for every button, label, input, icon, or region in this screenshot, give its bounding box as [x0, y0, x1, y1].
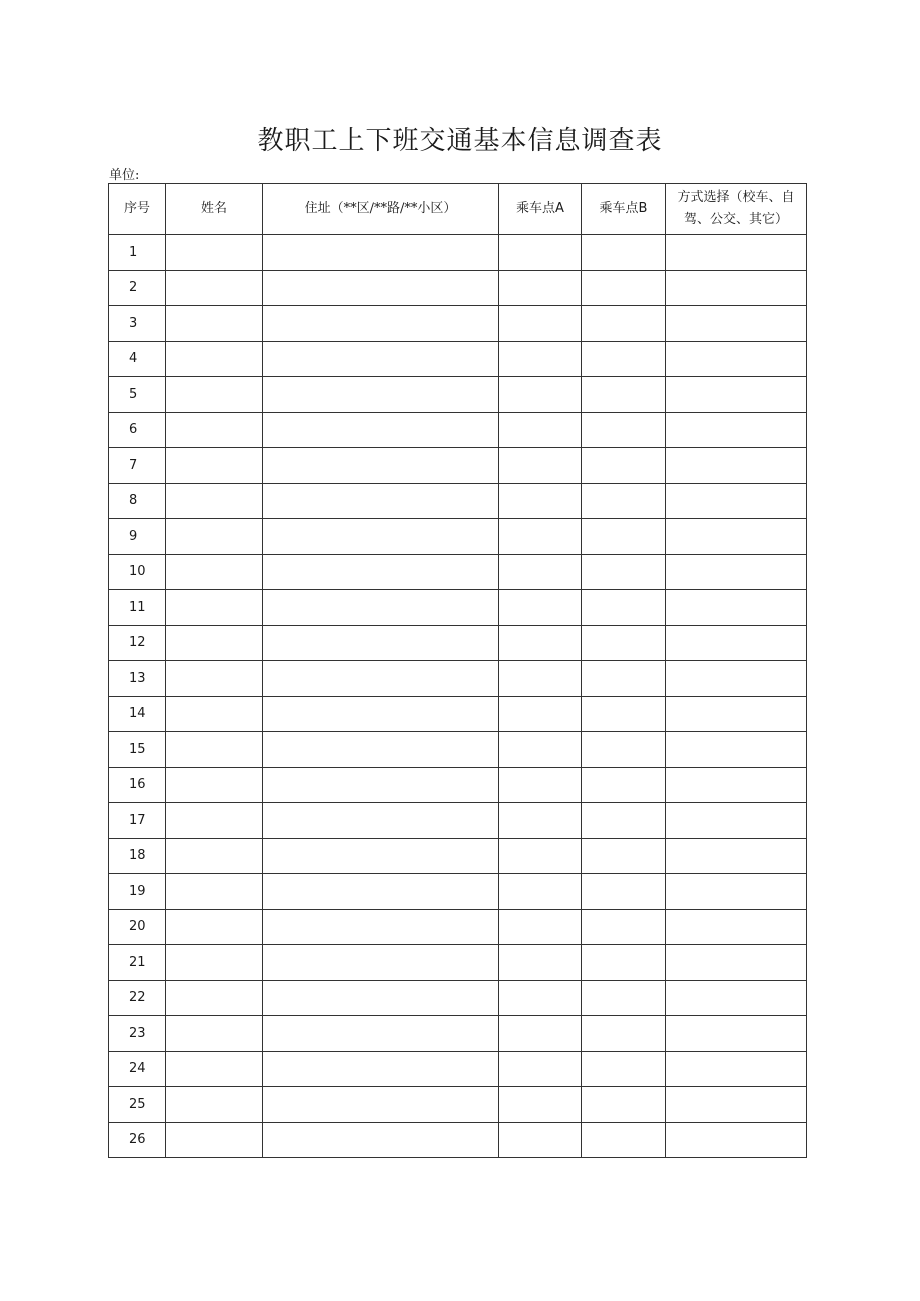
table-row: [109, 874, 807, 910]
stop-b-cell[interactable]: [582, 412, 666, 448]
seq-cell: 13: [109, 661, 166, 697]
header-method-line1: 方式选择（校车、自: [677, 190, 795, 205]
table-row: [109, 767, 807, 803]
seq-cell: 6: [109, 412, 166, 448]
header-row: [109, 184, 807, 235]
stop-a-cell[interactable]: [499, 235, 582, 271]
stop-a-cell[interactable]: [499, 696, 582, 732]
seq-cell: 11: [109, 590, 166, 626]
stop-b-cell[interactable]: [582, 838, 666, 874]
header-stop-b: 乘车点B: [582, 184, 666, 235]
stop-b-cell[interactable]: [582, 519, 666, 555]
address-cell[interactable]: [263, 696, 499, 732]
seq-cell: 16: [109, 767, 166, 803]
header-address: 住址（**区/**路/**小区）: [263, 184, 499, 235]
address-cell[interactable]: [263, 483, 499, 519]
stop-a-cell[interactable]: [499, 732, 582, 768]
stop-b-cell[interactable]: [582, 448, 666, 484]
method-cell[interactable]: [666, 732, 807, 768]
stop-b-cell[interactable]: [582, 483, 666, 519]
address-cell[interactable]: [263, 945, 499, 981]
method-cell[interactable]: [666, 341, 807, 377]
stop-a-cell[interactable]: [499, 1087, 582, 1123]
seq-cell: 14: [109, 696, 166, 732]
stop-a-cell[interactable]: [499, 412, 582, 448]
address-cell[interactable]: [263, 767, 499, 803]
stop-b-cell[interactable]: [582, 1122, 666, 1158]
seq-cell: 26: [109, 1122, 166, 1158]
method-cell[interactable]: [666, 554, 807, 590]
method-cell[interactable]: [666, 306, 807, 342]
name-cell[interactable]: [166, 590, 263, 626]
stop-a-cell[interactable]: [499, 306, 582, 342]
name-cell[interactable]: [166, 980, 263, 1016]
stop-b-cell[interactable]: [582, 341, 666, 377]
name-cell[interactable]: [166, 412, 263, 448]
seq-cell: 1: [109, 235, 166, 271]
method-cell[interactable]: [666, 909, 807, 945]
table-row: [109, 803, 807, 839]
method-cell[interactable]: [666, 483, 807, 519]
method-cell[interactable]: [666, 235, 807, 271]
seq-cell: 21: [109, 945, 166, 981]
stop-a-cell[interactable]: [499, 767, 582, 803]
address-cell[interactable]: [263, 306, 499, 342]
table-row: [109, 377, 807, 413]
table-row: [109, 1122, 807, 1158]
name-cell[interactable]: [166, 909, 263, 945]
address-cell[interactable]: [263, 909, 499, 945]
stop-b-cell[interactable]: [582, 270, 666, 306]
stop-b-cell[interactable]: [582, 235, 666, 271]
name-cell[interactable]: [166, 554, 263, 590]
address-cell[interactable]: [263, 1016, 499, 1052]
stop-b-cell[interactable]: [582, 1051, 666, 1087]
stop-b-cell[interactable]: [582, 803, 666, 839]
name-cell[interactable]: [166, 448, 263, 484]
method-cell[interactable]: [666, 838, 807, 874]
address-cell[interactable]: [263, 412, 499, 448]
seq-cell: 9: [109, 519, 166, 555]
seq-cell: 4: [109, 341, 166, 377]
stop-b-cell[interactable]: [582, 554, 666, 590]
name-cell[interactable]: [166, 625, 263, 661]
stop-b-cell[interactable]: [582, 909, 666, 945]
address-cell[interactable]: [263, 270, 499, 306]
stop-a-cell[interactable]: [499, 270, 582, 306]
stop-a-cell[interactable]: [499, 874, 582, 910]
seq-cell: 17: [109, 803, 166, 839]
stop-a-cell[interactable]: [499, 909, 582, 945]
seq-cell: 20: [109, 909, 166, 945]
stop-b-cell[interactable]: [582, 625, 666, 661]
table-row: [109, 412, 807, 448]
stop-a-cell[interactable]: [499, 448, 582, 484]
stop-a-cell[interactable]: [499, 838, 582, 874]
stop-a-cell[interactable]: [499, 945, 582, 981]
table-row: [109, 1087, 807, 1123]
method-cell[interactable]: [666, 1122, 807, 1158]
name-cell[interactable]: [166, 732, 263, 768]
seq-cell: 18: [109, 838, 166, 874]
method-cell[interactable]: [666, 270, 807, 306]
method-cell[interactable]: [666, 1087, 807, 1123]
address-cell[interactable]: [263, 732, 499, 768]
seq-cell: 3: [109, 306, 166, 342]
seq-cell: 24: [109, 1051, 166, 1087]
table-row: [109, 448, 807, 484]
name-cell[interactable]: [166, 483, 263, 519]
stop-b-cell[interactable]: [582, 590, 666, 626]
unit-label: 单位:: [109, 168, 140, 183]
method-cell[interactable]: [666, 448, 807, 484]
address-cell[interactable]: [263, 980, 499, 1016]
table-row: [109, 519, 807, 555]
name-cell[interactable]: [166, 767, 263, 803]
name-cell[interactable]: [166, 270, 263, 306]
stop-a-cell[interactable]: [499, 590, 582, 626]
table-row: [109, 270, 807, 306]
method-cell[interactable]: [666, 980, 807, 1016]
method-cell[interactable]: [666, 696, 807, 732]
stop-b-cell[interactable]: [582, 732, 666, 768]
table-row: [109, 732, 807, 768]
seq-cell: 22: [109, 980, 166, 1016]
table-row: [109, 625, 807, 661]
method-cell[interactable]: [666, 377, 807, 413]
seq-cell: 2: [109, 270, 166, 306]
table-body: [109, 235, 807, 1158]
header-name: 姓名: [166, 184, 263, 235]
seq-cell: 5: [109, 377, 166, 413]
name-cell[interactable]: [166, 1051, 263, 1087]
stop-a-cell[interactable]: [499, 625, 582, 661]
table-row: [109, 341, 807, 377]
header-method: [666, 184, 807, 235]
address-cell[interactable]: [263, 341, 499, 377]
address-cell[interactable]: [263, 519, 499, 555]
method-cell[interactable]: [666, 767, 807, 803]
stop-b-cell[interactable]: [582, 945, 666, 981]
survey-table: [108, 183, 807, 1158]
stop-a-cell[interactable]: [499, 661, 582, 697]
address-cell[interactable]: [263, 377, 499, 413]
table-row: [109, 661, 807, 697]
table-row: [109, 1016, 807, 1052]
stop-b-cell[interactable]: [582, 661, 666, 697]
method-cell[interactable]: [666, 590, 807, 626]
name-cell[interactable]: [166, 1122, 263, 1158]
stop-a-cell[interactable]: [499, 803, 582, 839]
stop-b-cell[interactable]: [582, 980, 666, 1016]
method-cell[interactable]: [666, 945, 807, 981]
table-row: [109, 483, 807, 519]
address-cell[interactable]: [263, 803, 499, 839]
address-cell[interactable]: [263, 235, 499, 271]
address-cell[interactable]: [263, 1087, 499, 1123]
table-row: [109, 945, 807, 981]
name-cell[interactable]: [166, 519, 263, 555]
method-cell[interactable]: [666, 661, 807, 697]
name-cell[interactable]: [166, 377, 263, 413]
name-cell[interactable]: [166, 838, 263, 874]
method-cell[interactable]: [666, 803, 807, 839]
stop-a-cell[interactable]: [499, 483, 582, 519]
table-row: [109, 980, 807, 1016]
table-row: [109, 590, 807, 626]
stop-a-cell[interactable]: [499, 1016, 582, 1052]
stop-b-cell[interactable]: [582, 1087, 666, 1123]
stop-a-cell[interactable]: [499, 1051, 582, 1087]
seq-cell: 15: [109, 732, 166, 768]
page-title: 教职工上下班交通基本信息调查表: [257, 126, 663, 156]
stop-a-cell[interactable]: [499, 377, 582, 413]
name-cell[interactable]: [166, 341, 263, 377]
seq-cell: 12: [109, 625, 166, 661]
name-cell[interactable]: [166, 235, 263, 271]
stop-b-cell[interactable]: [582, 306, 666, 342]
stop-b-cell[interactable]: [582, 1016, 666, 1052]
name-cell[interactable]: [166, 696, 263, 732]
seq-cell: 10: [109, 554, 166, 590]
seq-cell: 23: [109, 1016, 166, 1052]
address-cell[interactable]: [263, 625, 499, 661]
stop-a-cell[interactable]: [499, 519, 582, 555]
name-cell[interactable]: [166, 1087, 263, 1123]
name-cell[interactable]: [166, 945, 263, 981]
table-row: [109, 1051, 807, 1087]
method-cell[interactable]: [666, 1051, 807, 1087]
address-cell[interactable]: [263, 554, 499, 590]
stop-a-cell[interactable]: [499, 1122, 582, 1158]
address-cell[interactable]: [263, 590, 499, 626]
address-cell[interactable]: [263, 838, 499, 874]
name-cell[interactable]: [166, 1016, 263, 1052]
header-stop-a: 乘车点A: [499, 184, 582, 235]
stop-b-cell[interactable]: [582, 874, 666, 910]
name-cell[interactable]: [166, 803, 263, 839]
table-row: [109, 909, 807, 945]
seq-cell: 7: [109, 448, 166, 484]
stop-b-cell[interactable]: [582, 377, 666, 413]
stop-a-cell[interactable]: [499, 341, 582, 377]
seq-cell: 19: [109, 874, 166, 910]
method-cell[interactable]: [666, 519, 807, 555]
name-cell[interactable]: [166, 874, 263, 910]
method-cell[interactable]: [666, 1016, 807, 1052]
table-row: [109, 235, 807, 271]
header-seq: 序号: [109, 184, 166, 235]
address-cell[interactable]: [263, 874, 499, 910]
seq-cell: 8: [109, 483, 166, 519]
method-cell[interactable]: [666, 412, 807, 448]
name-cell[interactable]: [166, 661, 263, 697]
table-row: [109, 306, 807, 342]
method-cell[interactable]: [666, 874, 807, 910]
address-cell[interactable]: [263, 661, 499, 697]
method-cell[interactable]: [666, 625, 807, 661]
table-row: [109, 554, 807, 590]
name-cell[interactable]: [166, 306, 263, 342]
stop-b-cell[interactable]: [582, 767, 666, 803]
address-cell[interactable]: [263, 1051, 499, 1087]
address-cell[interactable]: [263, 448, 499, 484]
stop-a-cell[interactable]: [499, 554, 582, 590]
seq-cell: 25: [109, 1087, 166, 1123]
stop-b-cell[interactable]: [582, 696, 666, 732]
header-method-line2: 驾、公交、其它）: [683, 212, 788, 227]
address-cell[interactable]: [263, 1122, 499, 1158]
table-row: [109, 838, 807, 874]
stop-a-cell[interactable]: [499, 980, 582, 1016]
table-row: [109, 696, 807, 732]
